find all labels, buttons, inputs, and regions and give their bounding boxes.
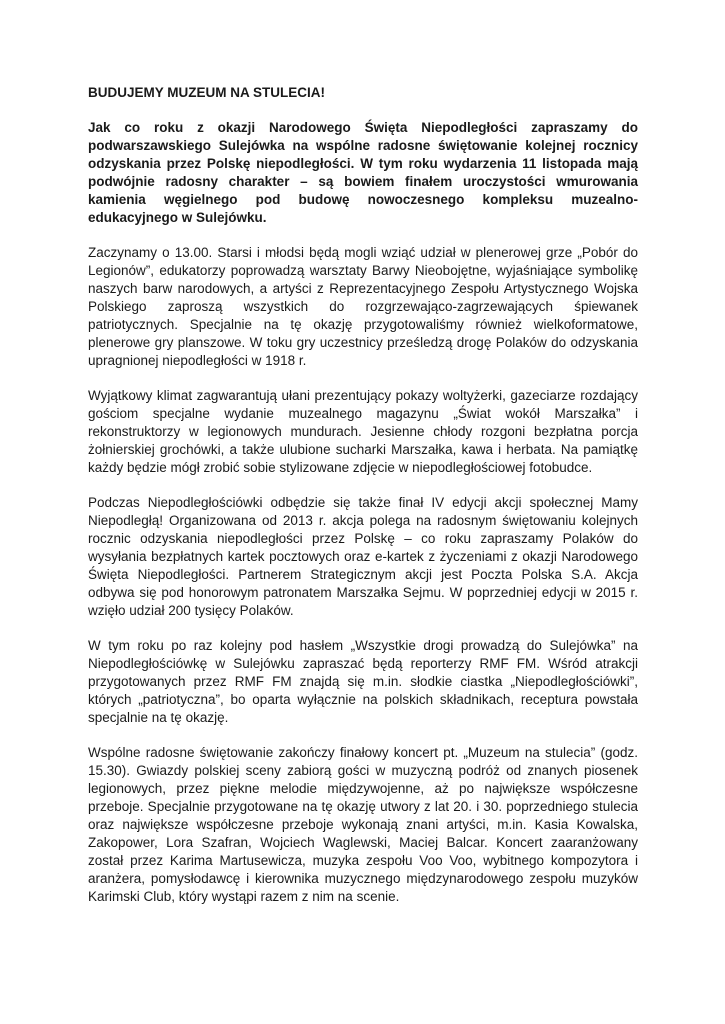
paragraph-program: Zaczynamy o 13.00. Starsi i młodsi będą mogli wziąć udział w plenerowej grze „Pobór do Legionów”, edukatorzy poprowadzą warsztaty Barwy Nieobojętne, wyjaśniające symbolikę naszych barw narodowych, a artyści z Reprezentacyjnego Zespołu Artystycznego Wojska Polskiego zaproszą wszystkich do rozgrzewająco-zagrzewających śpiewanek patriotycznych. Specjalnie na tę okazję przygotowaliśmy również wielkoformatowe, plenerowe gry planszowe. W toku gry uczestnicy prześledzą drogę Polaków do odzyskania upragnionej niepodległości w 1918 r. — [88, 245, 638, 368]
lead-paragraph: Jak co roku z okazji Narodowego Święta Niepodległości zapraszamy do podwarszawskiego Sulejówka na wspólne radosne świętowanie kolejnej rocznicy odzyskania przez Polskę niepodległości. W tym roku wydarzenia 11 listopada mają podwójnie radosny charakter – są bowiem finałem uroczystości wmurowania kamienia węgielnego pod budowę nowoczesnego kompleksu muzealno-edukacyjnego w Sulejówku. — [88, 120, 638, 225]
paragraph-atmosphere: Wyjątkowy klimat zagwarantują ułani prezentujący pokazy woltyżerki, gazeciarze rozdający gościom specjalne wydanie muzealnego magazynu „Świat wokół Marszałka” i rekonstruktorzy w legionowych mundurach. Jesienne chłody rozgoni bezpłatna porcja żołnierskiej grochówki, a także ulubione sucharki Marszałka, kawa i herbata. Na pamiątkę każdy będzie mógł zrobić sobie stylizowane zdjęcie w niepodległościowej fotobudce. — [88, 388, 638, 475]
document-page — [88, 84, 638, 923]
paragraph-rmf-fm: W tym roku po raz kolejny pod hasłem „Wszystkie drogi prowadzą do Sulejówka” na Niepodległościówkę w Sulejówku zapraszać będą reporterzy RMF FM. Wśród atrakcji przygotowanych przez RMF FM znajdą się m.in. słodkie ciastka „Niepodległościówki”, których „patriotyczna”, bo oparta wyłącznie na polskich składnikach, receptura powstała specjalnie na tę okazję. — [88, 638, 638, 725]
paragraph-concert: Wspólne radosne świętowanie zakończy finałowy koncert pt. „Muzeum na stulecia” (godz. 15.30). Gwiazdy polskiej sceny zabiorą gości w muzyczną podróż od znanych piosenek legionowych, przez piękne melodie międzywojenne, aż po największe współczesne przeboje. Specjalnie przygotowane na tę okazję utwory z lat 20. i 30. poprzedniego stulecia oraz największe współczesne przeboje wykonają znani artyści, m.in. Kasia Kowalska, Zakopower, Lora Szafran, Wojciech Waglewski, Maciej Balcar. Koncert zaaranżowany został przez Karima Martusewicza, muzyka zespołu Voo Voo, wybitnego kompozytora i aranżera, pomysłodawcę i kierownika muzycznego międzynarodowego zespołu muzyków Karimski Club, który wystąpi razem z nim na scenie. — [88, 745, 638, 904]
paragraph-campaign: Podczas Niepodległościówki odbędzie się także finał IV edycji akcji społecznej Mamy Niepodległą! Organizowana od 2013 r. akcja polega na radosnym świętowaniu kolejnych rocznic odzyskania niepodległości przez Polskę – co roku zapraszamy Polaków do wysyłania bezpłatnych kartek pocztowych oraz e-kartek z życzeniami z okazji Narodowego Święta Niepodległości. Partnerem Strategicznym akcji jest Poczta Polska S.A. Akcja odbywa się pod honorowym patronatem Marszałka Sejmu. W poprzedniej edycji w 2015 r. wzięło udział 200 tysięcy Polaków. — [88, 495, 638, 618]
document-title: BUDUJEMY MUZEUM NA STULECIA! — [88, 85, 326, 100]
